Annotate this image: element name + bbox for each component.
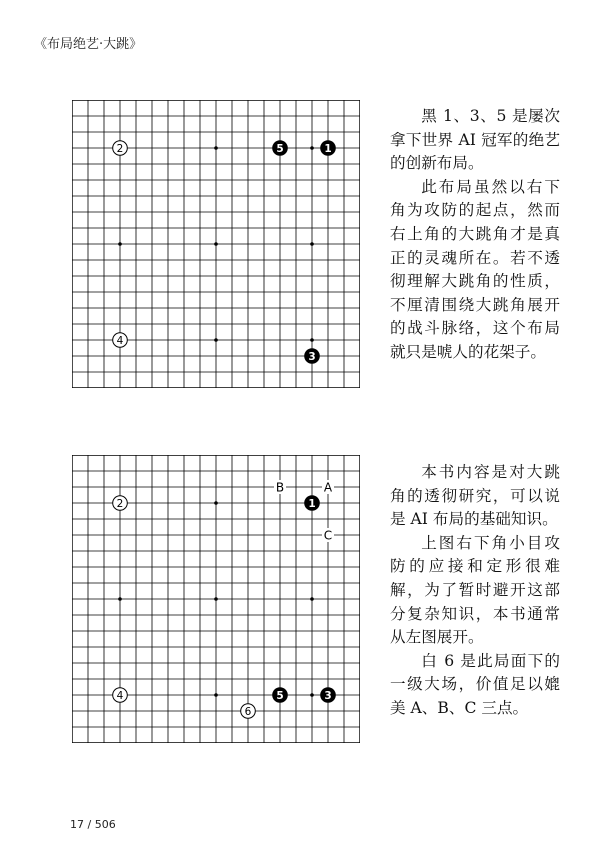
star-point — [214, 597, 218, 601]
stone-number-4: 4 — [116, 334, 124, 347]
commentary-1-paragraph-2: 此布局虽然以右下角为攻防的起点，然而右上角的大跳角才是真正的灵魂所在。若不透彻理解大跳角的性质，不厘清围绕大跳角展开的战斗脉络，这个布局就只是唬人的花架子。 — [390, 177, 560, 361]
point-mark-b: B — [275, 480, 285, 495]
commentary-2-paragraph-3: 白 6 是此局面下的一级大场，价值足以媲美 A、B、C 三点。 — [390, 651, 560, 717]
book-title: 《布局绝艺·大跳》 — [34, 37, 143, 52]
stone-number-2: 2 — [116, 497, 124, 510]
star-point — [214, 338, 218, 342]
commentary-1 — [390, 105, 560, 365]
stone-number-1: 1 — [324, 142, 332, 155]
star-point — [214, 242, 218, 246]
stone-number-3: 3 — [324, 689, 332, 702]
point-mark-a: A — [323, 480, 333, 495]
go-board-diagram-1 — [72, 100, 360, 388]
star-point — [214, 146, 218, 150]
star-point — [310, 242, 314, 246]
stone-number-4: 4 — [116, 689, 124, 702]
star-point — [118, 597, 122, 601]
star-point — [310, 693, 314, 697]
go-board-diagram-2 — [72, 455, 360, 743]
stone-number-5: 5 — [276, 689, 284, 702]
star-point — [310, 146, 314, 150]
stone-number-1: 1 — [308, 497, 316, 510]
star-point — [118, 242, 122, 246]
point-mark-c: C — [323, 528, 333, 543]
page-number: 17 / 506 — [70, 818, 116, 831]
star-point — [214, 501, 218, 505]
commentary-2-paragraph-2: 上图右下角小目攻防的应接和定形很难解，为了暂时避开这部分复杂知识，本书通常从左图展开。 — [390, 533, 560, 647]
stone-number-5: 5 — [276, 142, 284, 155]
commentary-2 — [390, 461, 560, 721]
star-point — [310, 338, 314, 342]
commentary-1-paragraph-1: 黑 1、3、5 是屡次拿下世界 AI 冠军的绝艺的创新布局。 — [390, 107, 560, 173]
star-point — [310, 597, 314, 601]
stone-number-6: 6 — [244, 705, 252, 718]
stone-number-3: 3 — [308, 350, 316, 363]
stone-number-2: 2 — [116, 142, 124, 155]
commentary-2-paragraph-1: 本书内容是对大跳角的透彻研究，可以说是 AI 布局的基础知识。 — [390, 463, 560, 529]
star-point — [214, 693, 218, 697]
